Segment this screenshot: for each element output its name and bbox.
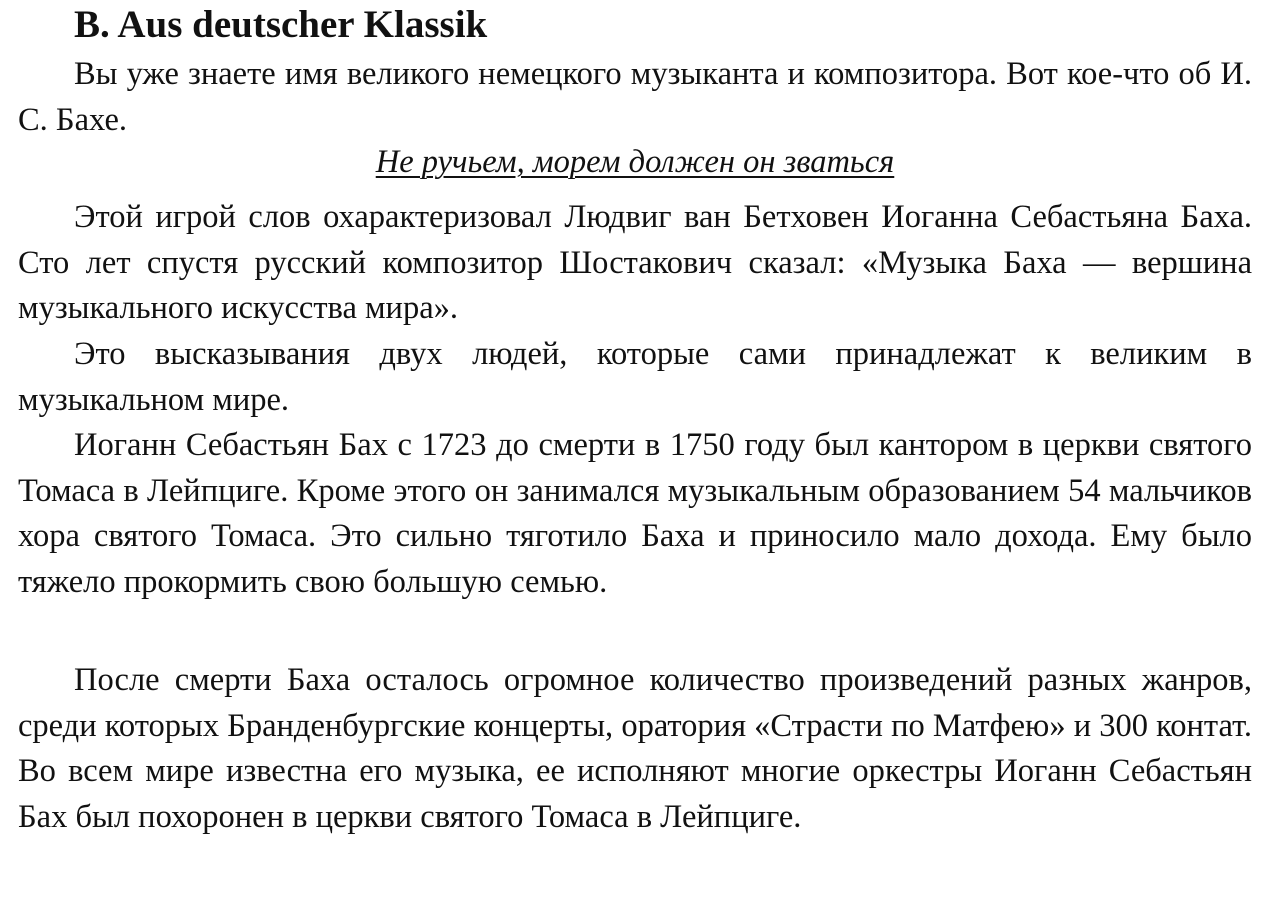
section-title: B. Aus deutscher Klassik: [74, 3, 488, 46]
intro-paragraph: Вы уже знаете имя великого немецкого музыканта и композитора. Вот кое-что об И. С. Бахе.: [18, 56, 1252, 138]
text-subtitle: [18, 140, 1252, 186]
paragraph-1: Этой игрой слов охарактеризовал Людвиг ван Бетховен Иоганна Себастьяна Баха. Сто лет спустя русский композитор Шостакович сказал: «Музыка Баха — вершина музыкального искусства мира».: [18, 199, 1252, 326]
paragraph-2: Это высказывания двух людей, которые сами принадлежат к великим в музыкальном мире.: [18, 336, 1252, 418]
paragraph-3: Иоганн Себастьян Бах с 1723 до смерти в 1750 году был кантором в церкви святого Томаса в Лейпциге. Кроме этого он занимался музыкальным образованием 54 мальчиков хора святого Томаса. Это сильно тяготило Баха и приносило мало дохода. Ему было тяжело прокормить свою большую семью.: [18, 427, 1252, 600]
subtitle-text: Не ручьем, морем должен он зваться: [375, 144, 895, 180]
paragraph-4: После смерти Баха осталось огромное количество произведений разных жанров, среди которых Бранденбургские концерты, оратория «Страсти по Матфею» и 300 контат. Во всем мире известна его музыка, ее исполняют многие оркестры Иоганн Себастьян Бах был похоронен в церкви святого Томаса в Лейпциге.: [18, 662, 1252, 835]
